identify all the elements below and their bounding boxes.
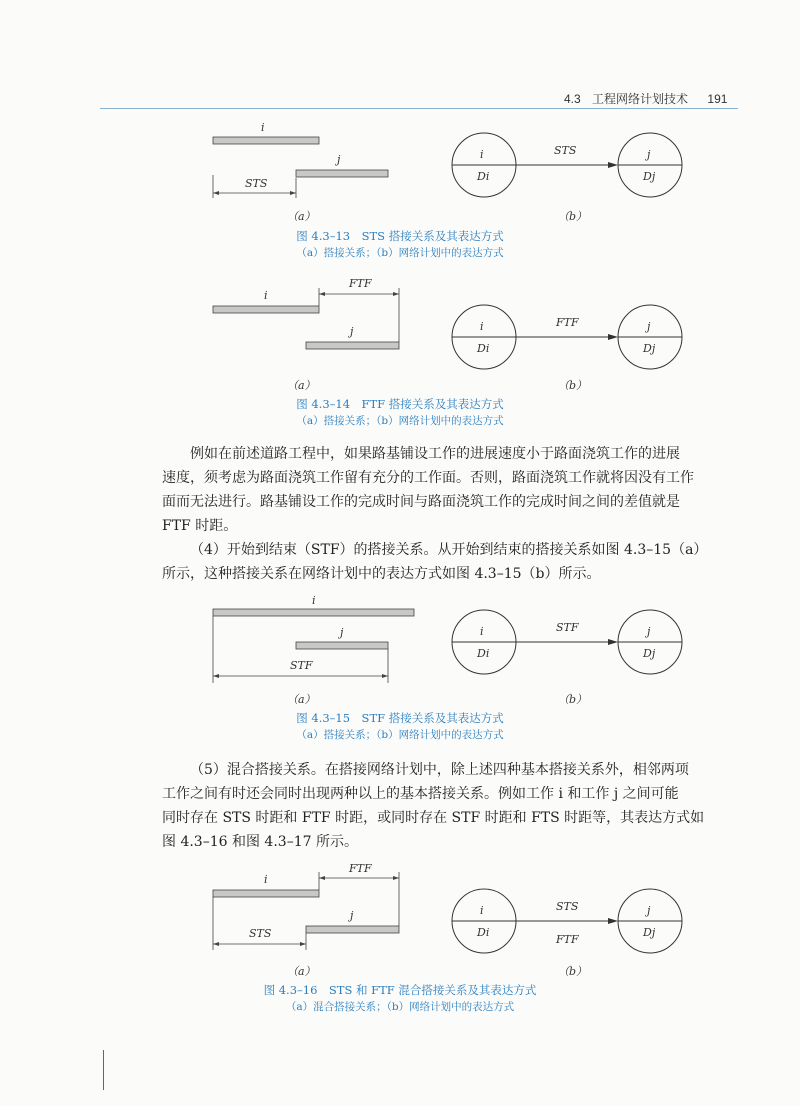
text-line: 图 4.3–16 和图 4.3–17 所示。 [162,834,358,850]
node-i-label: i [480,904,484,917]
node-dj-label: Dj [643,170,656,183]
bar-j-label: j [340,626,344,639]
bar-j-label: j [350,909,354,922]
node-j-label: j [647,625,651,638]
text-line: 工作之间有时还会同时出现两种以上的基本搭接关系。例如工作 i 和工作 j 之间可能 [162,786,679,802]
figure-caption: 图 4.3–14 FTF 搭接关系及其表达方式 [296,397,504,411]
arrow-label-bottom: FTF [556,933,579,946]
arrow-label: STS [554,144,577,157]
node-di-label: Di [477,926,490,939]
node-dj-label: Dj [643,926,656,939]
text-line: 同时存在 STS 时距和 FTF 时距，或同时存在 STF 时距和 FTS 时距等，其表达方式如 [162,810,705,826]
figure-subcaption: （a）搭接关系；（b）网络计划中的表达方式 [296,247,504,259]
arrow-label-top: STS [556,900,579,913]
bar-i-label: i [264,289,268,302]
interval-label: FTF [349,277,372,290]
page-number: 191 [707,92,728,106]
tag-b: （b） [558,210,588,223]
tag-a: （a） [287,210,316,223]
node-j-label: j [647,904,651,917]
bar-i-label: i [264,873,268,886]
interval-label: STF [290,659,313,672]
figure-caption: 图 4.3–13 STS 搭接关系及其表达方式 [296,229,504,243]
interval-label: STS [245,177,268,190]
node-j-label: j [647,148,651,161]
bar-j-label: j [350,325,354,338]
figure-caption: 图 4.3–16 STS 和 FTF 混合搭接关系及其表达方式 [263,983,537,997]
bar-i [213,890,319,897]
node-di-label: Di [477,342,490,355]
text-line: （4）开始到结束（STF）的搭接关系。从开始到结束的搭接关系如图 4.3–15（a） [190,542,708,558]
text-line: 速度，须考虑为路面浇筑工作留有充分的工作面。否则，路面浇筑工作就将因没有工作 [162,470,694,486]
text-line: （5）混合搭接关系。在搭接网络计划中，除上述四种基本搭接关系外，相邻两项 [190,762,689,778]
text-line: 面而无法进行。路基铺设工作的完成时间与路面浇筑工作的完成时间之间的差值就是 [162,494,680,510]
bar-i-label: i [312,594,316,607]
text-line: 例如在前述道路工程中，如果路基铺设工作的进展速度小于路面浇筑工作的进展 [190,446,680,462]
text-line: 所示，这种搭接关系在网络计划中的表达方式如图 4.3–15（b）所示。 [162,566,601,582]
interval-label: FTF [349,862,372,875]
node-di-label: Di [477,647,490,660]
figure-caption: 图 4.3–15 STF 搭接关系及其表达方式 [296,711,504,725]
interval-label: STS [249,927,272,940]
section-number: 4.3 [564,92,581,106]
figure-subcaption: （a）搭接关系；（b）网络计划中的表达方式 [296,729,504,741]
node-j-label: j [647,320,651,333]
page-edge-mark [103,1050,104,1090]
node-dj-label: Dj [643,342,656,355]
node-dj-label: Dj [643,647,656,660]
arrow-label: FTF [556,316,579,329]
figure-subcaption: （a）搭接关系；（b）网络计划中的表达方式 [296,415,504,427]
bar-i-label: i [261,121,265,134]
tag-b: （b） [558,693,588,706]
tag-b: （b） [558,965,588,978]
node-i-label: i [480,625,484,638]
bar-j [306,926,399,933]
bar-j-label: j [337,153,341,166]
tag-a: （a） [287,965,316,978]
figure-subcaption: （a）混合搭接关系；（b）网络计划中的表达方式 [285,1001,515,1013]
tag-a: （a） [287,693,316,706]
node-i-label: i [480,320,484,333]
section-title: 工程网络计划技术 [592,92,689,106]
arrow-label: STF [556,621,579,634]
tag-b: （b） [558,379,588,392]
text-line: FTF 时距。 [162,518,238,534]
node-i-label: i [480,148,484,161]
node-di-label: Di [477,170,490,183]
tag-a: （a） [287,379,316,392]
